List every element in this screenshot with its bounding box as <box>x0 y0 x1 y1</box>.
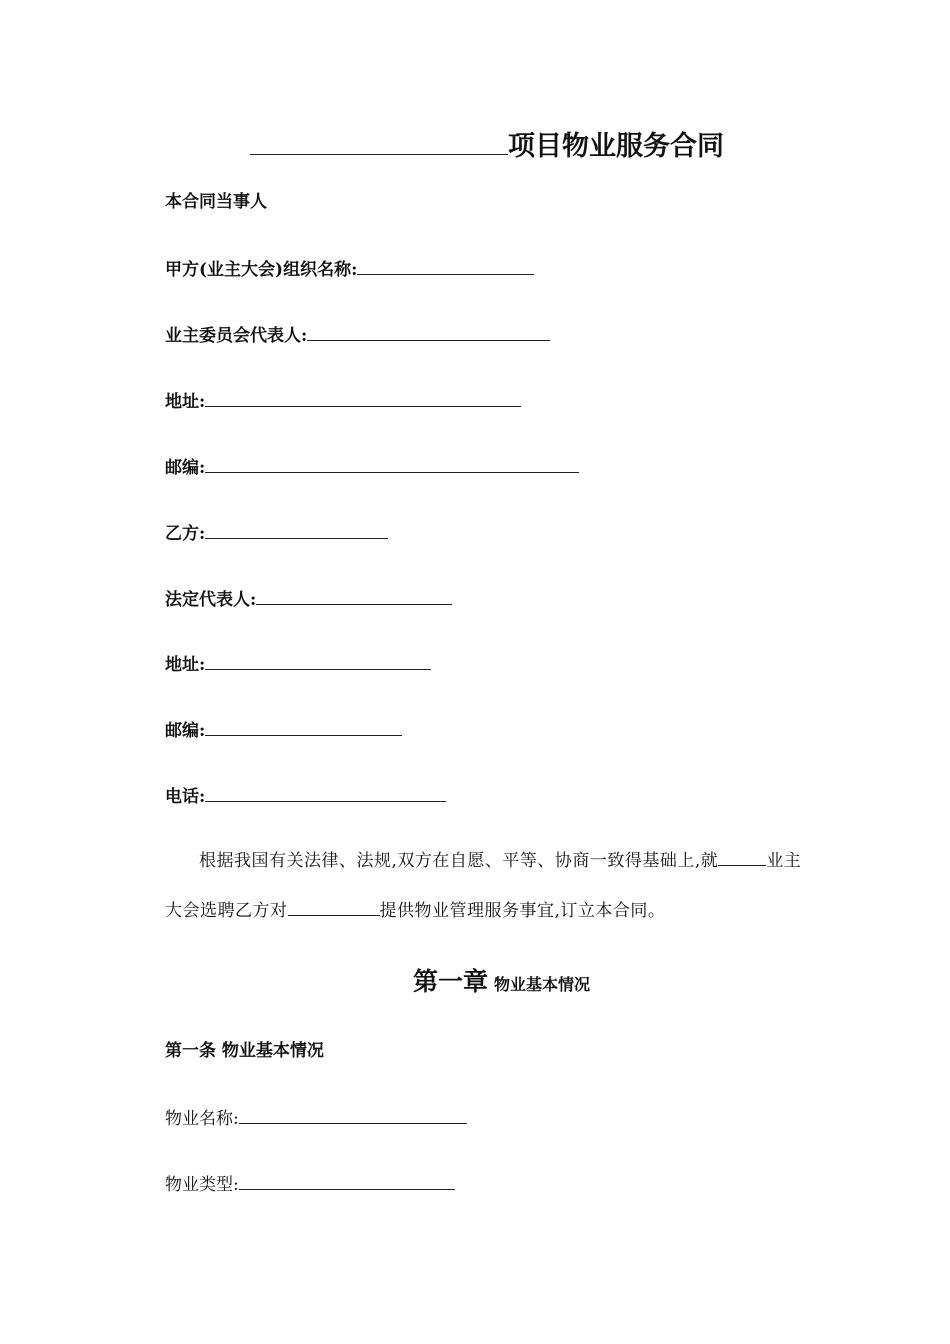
party-b-address-field <box>165 652 431 676</box>
party-b-legal-rep-blank[interactable] <box>256 587 452 605</box>
party-a-postcode-label: 邮编: <box>165 458 206 478</box>
party-a-org-name-blank[interactable] <box>357 257 534 275</box>
owners-committee-rep-field <box>165 323 550 347</box>
party-a-postcode-field <box>165 455 579 479</box>
party-b-legal-rep-field <box>165 587 452 611</box>
property-blank[interactable] <box>288 898 380 916</box>
contract-title <box>250 124 724 164</box>
party-a-org-name-label: 甲方(业主大会)组织名称: <box>165 260 358 280</box>
property-type-blank[interactable] <box>239 1172 455 1190</box>
chapter-heading <box>413 962 590 998</box>
owners-committee-rep-blank[interactable] <box>307 323 550 341</box>
owners-committee-rep-label: 业主委员会代表人: <box>165 326 308 346</box>
intro-text-1: 根据我国有关法律、法规,双方在自愿、平等、协商一致得基础上,就 <box>199 851 719 871</box>
party-b-name-label: 乙方: <box>165 524 206 544</box>
party-b-phone-field <box>165 784 446 808</box>
party-a-address-field <box>165 389 521 413</box>
intro-paragraph-line2 <box>165 898 865 922</box>
chapter-number: 第一章 <box>413 967 489 996</box>
party-b-postcode-blank[interactable] <box>205 718 402 736</box>
party-b-address-blank[interactable] <box>205 652 431 670</box>
owners-assembly-blank[interactable] <box>718 848 766 866</box>
party-a-org-name-field <box>165 257 534 281</box>
intro-paragraph-line1 <box>165 848 865 872</box>
party-a-address-label: 地址: <box>165 392 206 412</box>
title-suffix: 项目物业服务合同 <box>508 131 724 162</box>
property-type-label: 物业类型: <box>165 1175 239 1195</box>
property-type-field <box>165 1172 455 1196</box>
parties-heading: 本合同当事人 <box>165 192 267 212</box>
party-b-name-field <box>165 521 388 545</box>
party-a-postcode-blank[interactable] <box>205 455 579 473</box>
party-b-legal-rep-label: 法定代表人: <box>165 590 257 610</box>
party-b-name-blank[interactable] <box>205 521 388 539</box>
intro-text-2: 业主 <box>766 851 802 871</box>
property-name-field <box>165 1106 467 1130</box>
party-a-address-blank[interactable] <box>205 389 521 407</box>
intro-text-3: 大会选聘乙方对 <box>165 901 288 921</box>
party-b-postcode-field <box>165 718 402 742</box>
property-name-label: 物业名称: <box>165 1109 239 1129</box>
project-name-blank[interactable] <box>250 124 508 155</box>
party-b-postcode-label: 邮编: <box>165 721 206 741</box>
article-heading: 第一条 物业基本情况 <box>165 1041 324 1061</box>
party-b-phone-label: 电话: <box>165 787 206 807</box>
property-name-blank[interactable] <box>239 1106 467 1124</box>
chapter-title: 物业基本情况 <box>494 975 591 994</box>
party-b-address-label: 地址: <box>165 655 206 675</box>
intro-text-4: 提供物业管理服务事宜,订立本合同。 <box>379 901 666 921</box>
party-b-phone-blank[interactable] <box>205 784 446 802</box>
